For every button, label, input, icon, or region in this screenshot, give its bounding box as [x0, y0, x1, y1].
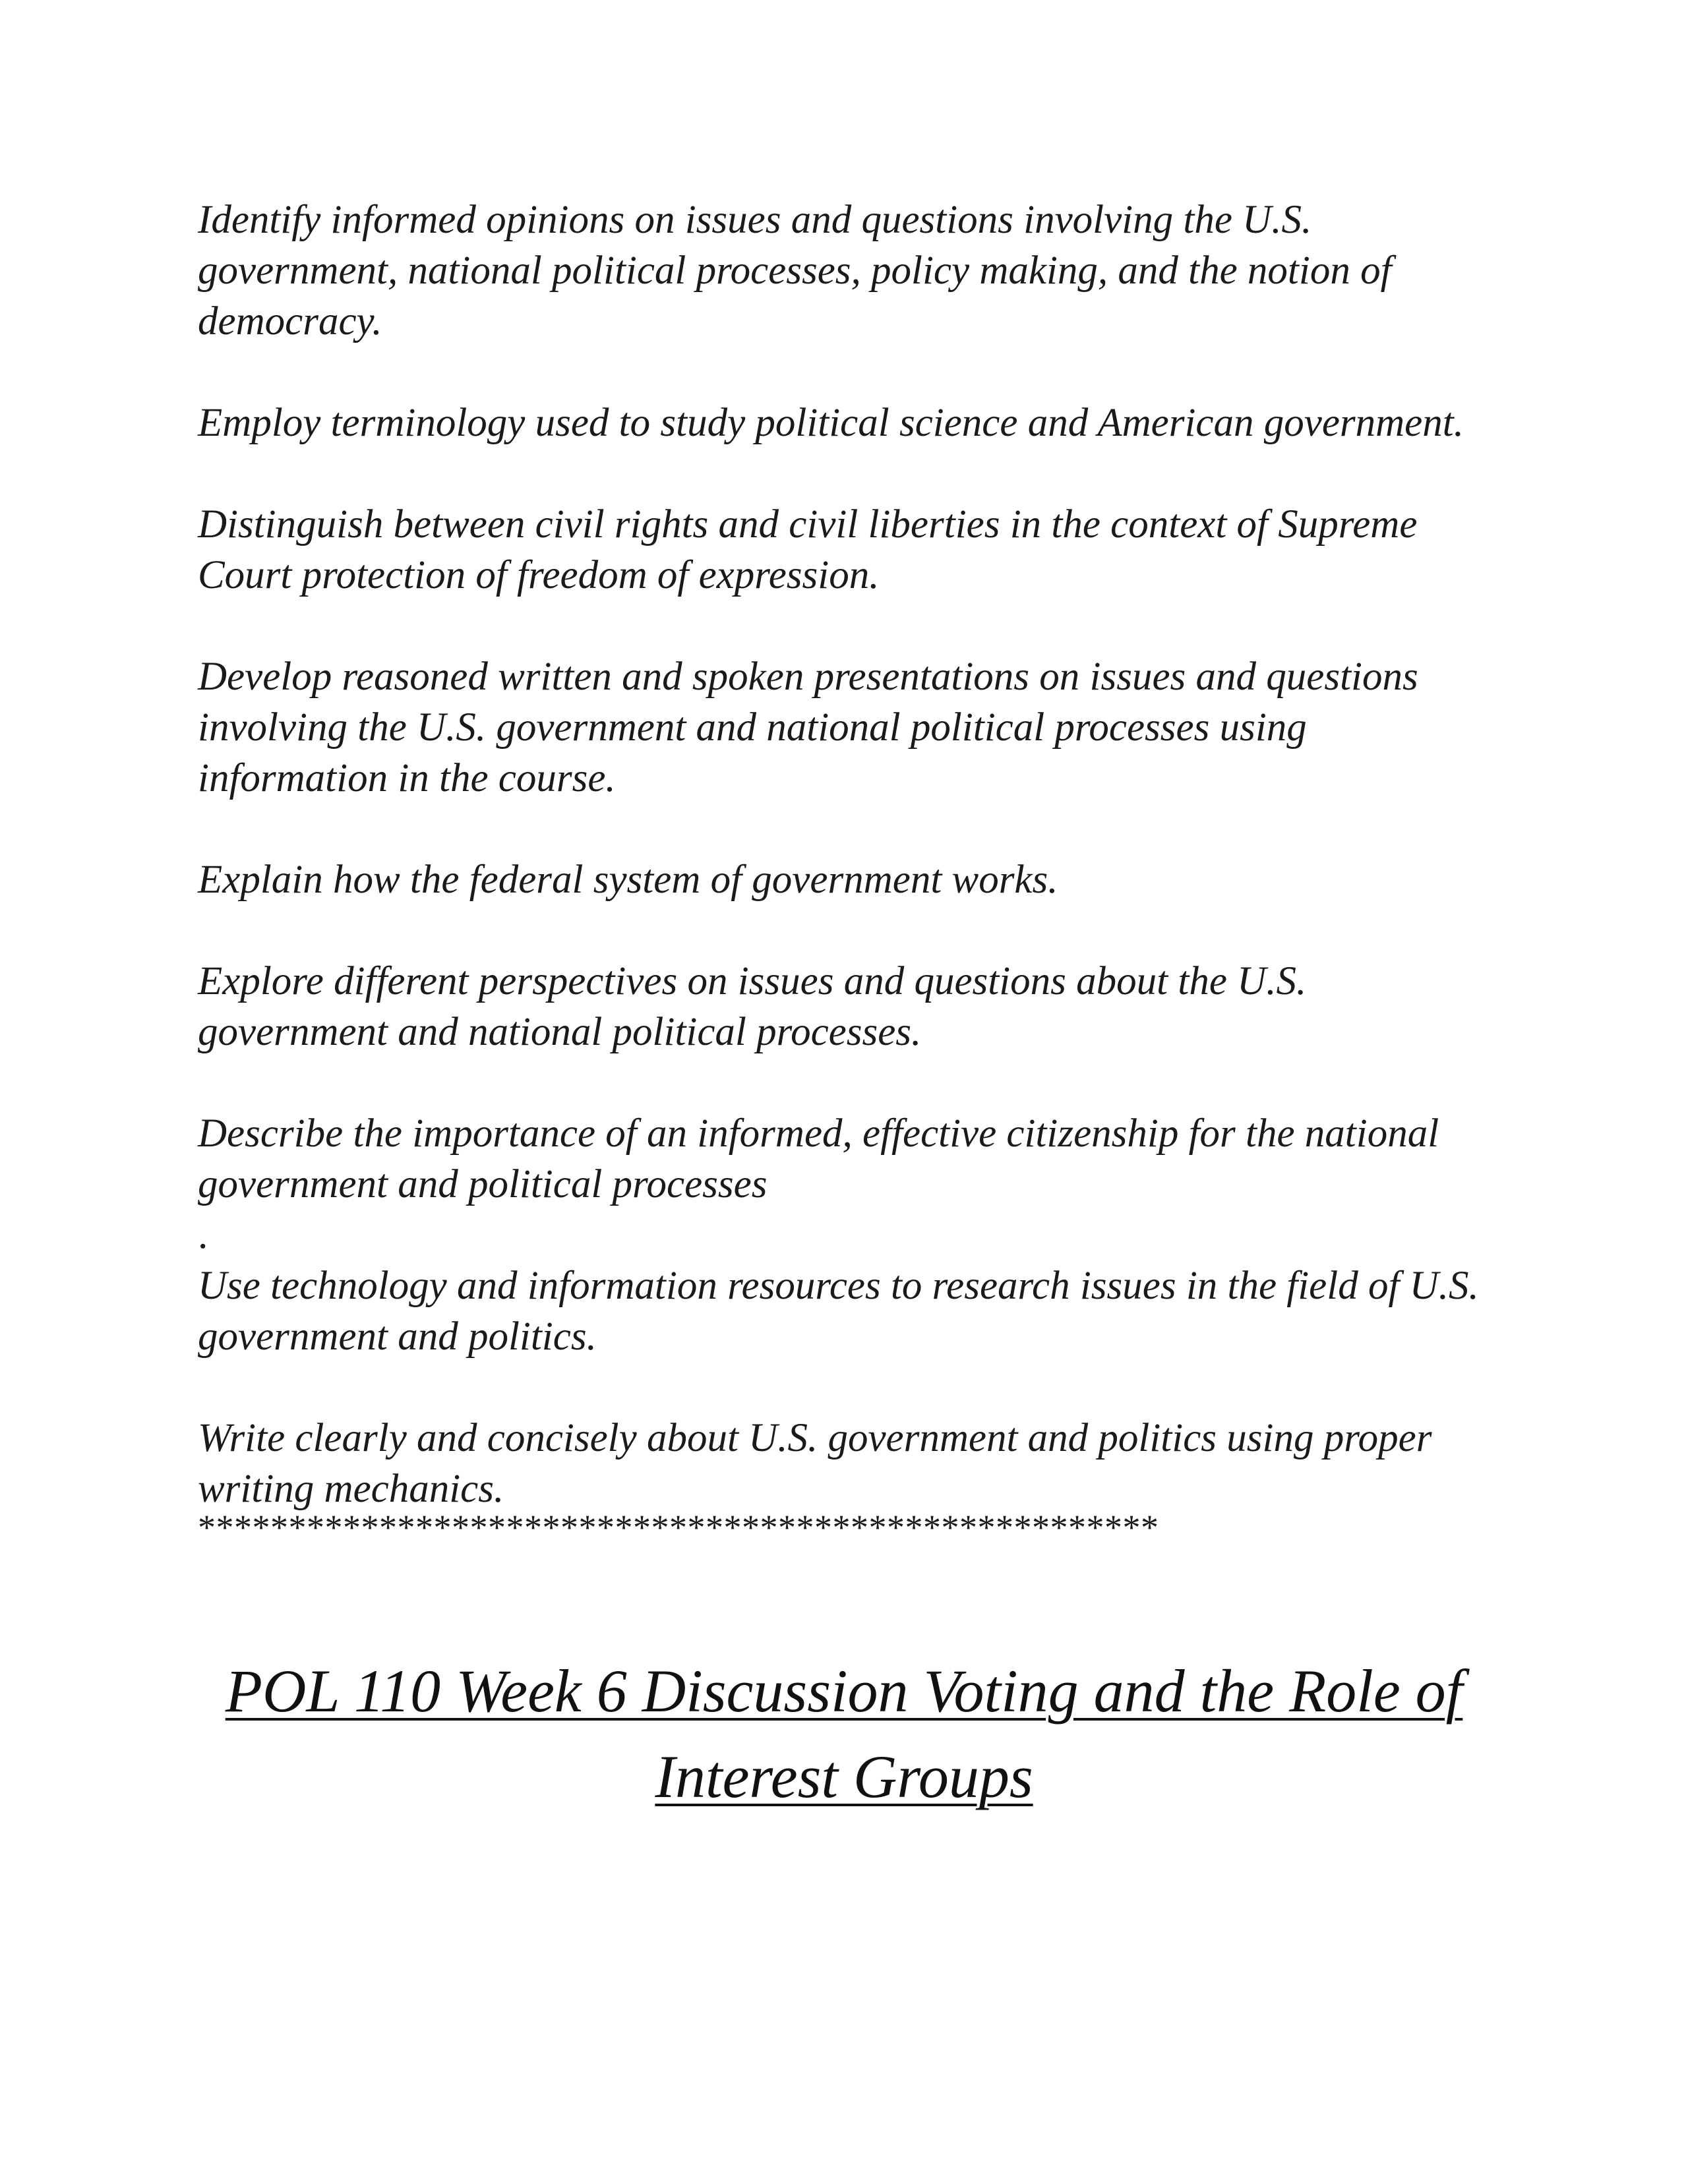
objective-item: Write clearly and concisely about U.S. government and politics using proper writing mechanics. [198, 1416, 1432, 1511]
objective-item: Explore different perspectives on issues and questions about the U.S. government and national political processes. [198, 959, 1307, 1054]
objectives-list [198, 194, 1490, 1547]
objective-item: Distinguish between civil rights and civil liberties in the context of Supreme Court protection of freedom of expression. [198, 502, 1418, 597]
objective-item: Use technology and information resources to research issues in the field of U.S. government and politics. [198, 1264, 1479, 1359]
objective-item: Develop reasoned written and spoken presentations on issues and questions involving the U.S. government and national political processes using information in the course. [198, 655, 1418, 800]
asterisk-separator: ***************************************************** [198, 1508, 1159, 1547]
stray-period: . [198, 1213, 208, 1257]
objective-item: Employ terminology used to study political science and American government. [198, 401, 1464, 445]
objective-item: Explain how the federal system of government works. [198, 858, 1058, 902]
objective-item: Identify informed opinions on issues and questions involving the U.S. government, national political processes, policy making, and the notion of democracy. [198, 198, 1392, 343]
objective-item: Describe the importance of an informed, effective citizenship for the national government and political processes [198, 1111, 1439, 1206]
assignment-heading: POL 110 Week 6 Discussion Voting and the Role of Interest Groups [225, 1657, 1463, 1810]
